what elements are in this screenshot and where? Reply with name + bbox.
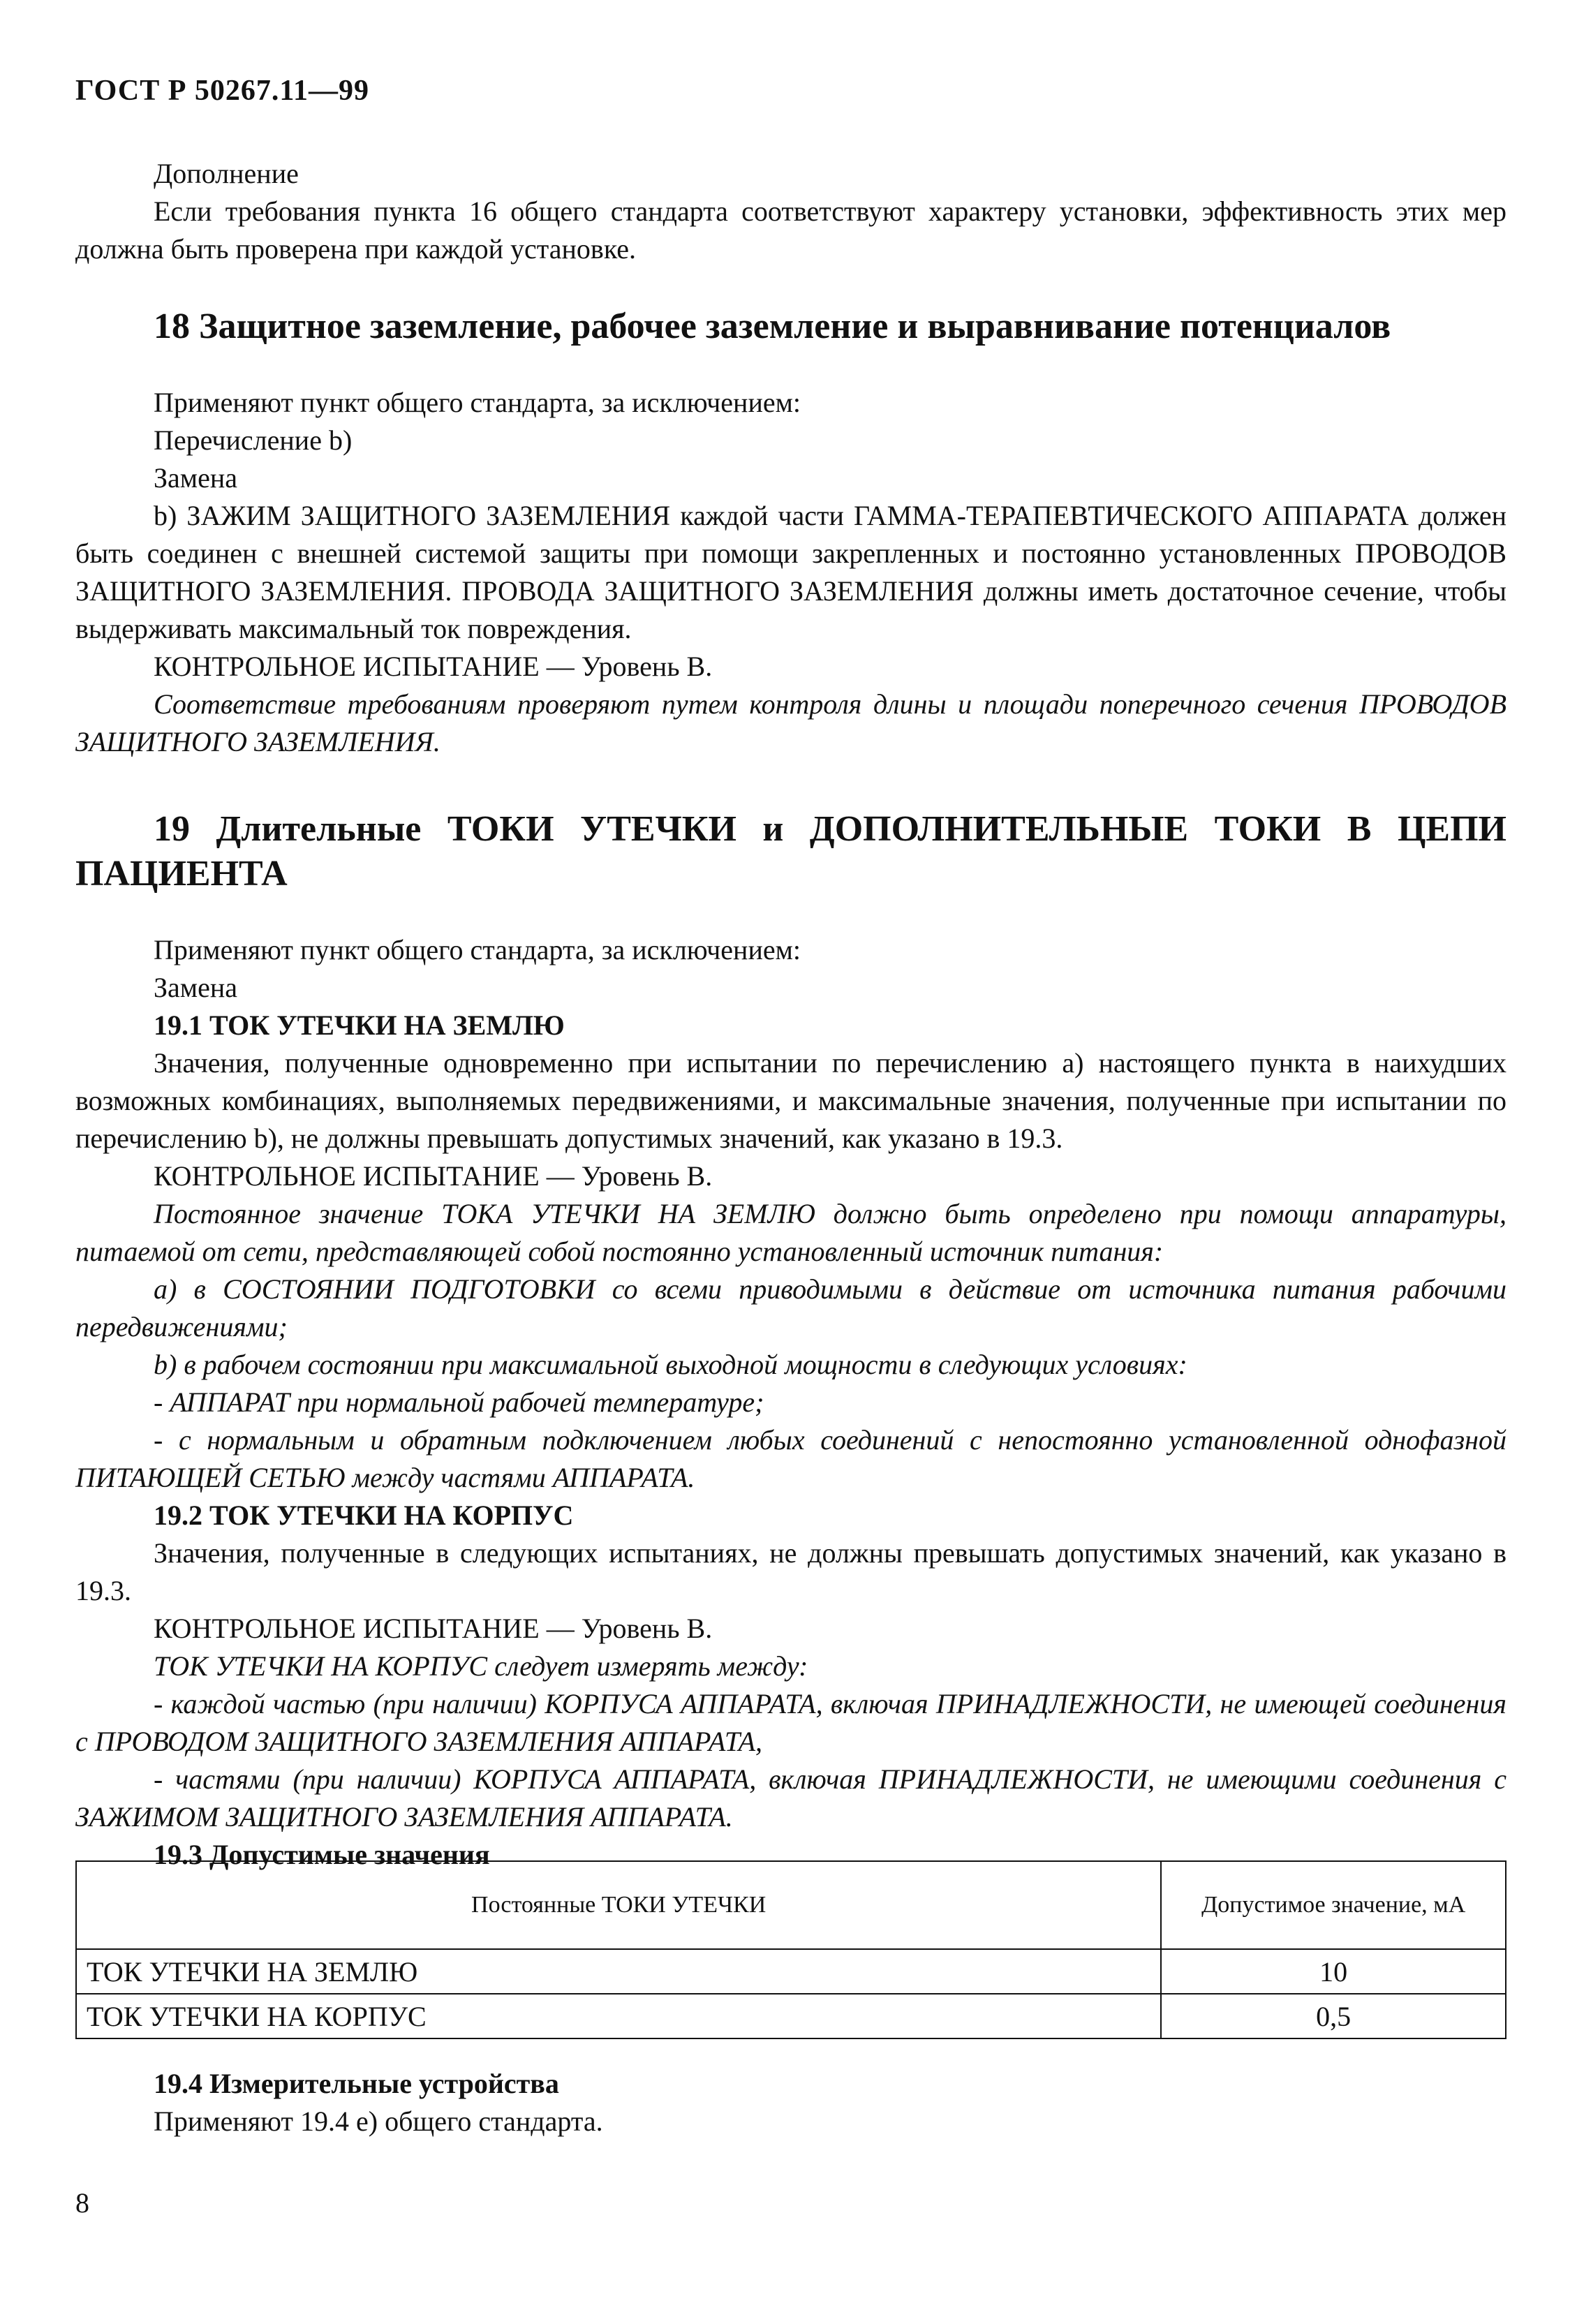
subsection-19-1-item-1: Постоянное значение ТОКА УТЕЧКИ НА ЗЕМЛЮ должно быть определено при помощи аппаратуры, питаемой от сети, представляющей собой постоянно установленный источник питания: <box>75 1198 1506 1267</box>
subsection-19-1-item-4: - АППАРАТ при нормальной рабочей температуре; <box>154 1386 764 1418</box>
subsection-19-3-title: 19.3 Допустимые значения <box>154 1839 490 1870</box>
section-19-p2: Замена <box>154 972 238 1003</box>
table-cell-value: 10 <box>1161 1949 1506 1994</box>
table-row <box>76 1949 1506 1994</box>
document-id: ГОСТ Р 50267.11—99 <box>75 75 370 107</box>
section-18-title: 18 Защитное заземление, рабочее заземление и выравнивание потенциалов <box>154 306 1391 346</box>
table-cell-name: ТОК УТЕЧКИ НА КОРПУС <box>76 1994 1161 2038</box>
subsection-19-1-item-2: а) в СОСТОЯНИИ ПОДГОТОВКИ со всеми приводимыми в действие от источника питания рабочими передвижениями; <box>75 1273 1506 1342</box>
table-header-limit: Допустимое значение, мА <box>1161 1861 1506 1949</box>
section-19-title: 19 Длительные ТОКИ УТЕЧКИ и ДОПОЛНИТЕЛЬНЫЕ ТОКИ В ЦЕПИ ПАЦИЕНТА <box>75 809 1506 894</box>
subsection-19-4 <box>75 2065 1506 2140</box>
section-18-p3: Замена <box>154 462 238 494</box>
table-cell-name: ТОК УТЕЧКИ НА ЗЕМЛЮ <box>76 1949 1161 1994</box>
subsection-19-2-item-3: - частями (при наличии) КОРПУСА АППАРАТА, включая ПРИНАДЛЕЖНОСТИ, не имеющими соединения с ЗАЖИМОМ ЗАЩИТНОГО ЗАЗЕМЛЕНИЯ АППАРАТА. <box>75 1763 1506 1833</box>
subsection-19-1-test: КОНТРОЛЬНОЕ ИСПЫТАНИЕ — Уровень В. <box>154 1160 713 1192</box>
leakage-limits-table <box>75 1860 1506 2039</box>
table-header-currents: Постоянные ТОКИ УТЕЧКИ <box>76 1861 1161 1949</box>
page-number: 8 <box>75 2187 89 2219</box>
table-cell-value: 0,5 <box>1161 1994 1506 2038</box>
subsection-19-1-title: 19.1 ТОК УТЕЧКИ НА ЗЕМЛЮ <box>154 1009 565 1041</box>
intro-text: Если требования пункта 16 общего стандарта соответствуют характеру установки, эффективность этих мер должна быть проверена при каждой установке. <box>75 195 1506 265</box>
subsection-19-2-title: 19.2 ТОК УТЕЧКИ НА КОРПУС <box>154 1500 574 1531</box>
section-18-p4: b) ЗАЖИМ ЗАЩИТНОГО ЗАЗЕМЛЕНИЯ каждой части ГАММА-ТЕРАПЕВТИЧЕСКОГО АППАРАТА должен быть соединен с внешней системой защиты при помощи закрепленных и постоянно установленных ПРОВОДОВ ЗАЩИТНОГО ЗАЗЕМЛЕНИЯ. ПРОВОДА ЗАЩИТНОГО ЗАЗЕМЛЕНИЯ должны иметь достаточное сечение, чтобы выдерживать максимальный ток повреждения. <box>75 500 1506 644</box>
subsection-19-1-item-3: b) в рабочем состоянии при максимальной выходной мощности в следующих условиях: <box>154 1349 1187 1380</box>
subsection-19-4-text: Применяют 19.4 е) общего стандарта. <box>154 2105 603 2137</box>
section-18-test: КОНТРОЛЬНОЕ ИСПЫТАНИЕ — Уровень В. <box>154 651 713 682</box>
table-row <box>76 1994 1506 2038</box>
section-19 <box>75 807 1506 1874</box>
table-header-row <box>76 1861 1506 1949</box>
intro-block <box>75 155 1506 268</box>
section-18 <box>75 304 1506 761</box>
subsection-19-1-item-5: - с нормальным и обратным подключением любых соединений с непостоянно установленной однофазной ПИТАЮЩЕЙ СЕТЬЮ между частями АППАРАТА. <box>75 1424 1506 1493</box>
section-18-p2: Перечисление b) <box>154 424 353 456</box>
section-18-check: Соответствие требованиям проверяют путем контроля длины и площади поперечного сечения ПРОВОДОВ ЗАЩИТНОГО ЗАЗЕМЛЕНИЯ. <box>75 688 1506 757</box>
subsection-19-2-test: КОНТРОЛЬНОЕ ИСПЫТАНИЕ — Уровень В. <box>154 1613 713 1644</box>
subsection-19-4-title: 19.4 Измерительные устройства <box>154 2068 559 2099</box>
section-18-p1: Применяют пункт общего стандарта, за исключением: <box>154 387 801 418</box>
subsection-19-2-text: Значения, полученные в следующих испытаниях, не должны превышать допустимых значений, как указано в 19.3. <box>75 1537 1506 1606</box>
intro-label: Дополнение <box>154 158 299 189</box>
section-19-p1: Применяют пункт общего стандарта, за исключением: <box>154 934 801 965</box>
subsection-19-1-text: Значения, полученные одновременно при испытании по перечислению а) настоящего пункта в наихудших возможных комбинациях, выполняемых передвижениями, и максимальные значения, полученные при испытании по перечислению b), не должны превышать допустимых значений, как указано в 19.3. <box>75 1047 1506 1154</box>
subsection-19-2-item-1: ТОК УТЕЧКИ НА КОРПУС следует измерять между: <box>154 1650 808 1682</box>
subsection-19-2-item-2: - каждой частью (при наличии) КОРПУСА АППАРАТА, включая ПРИНАДЛЕЖНОСТИ, не имеющей соединения с ПРОВОДОМ ЗАЩИТНОГО ЗАЗЕМЛЕНИЯ АППАРАТА, <box>75 1688 1506 1757</box>
